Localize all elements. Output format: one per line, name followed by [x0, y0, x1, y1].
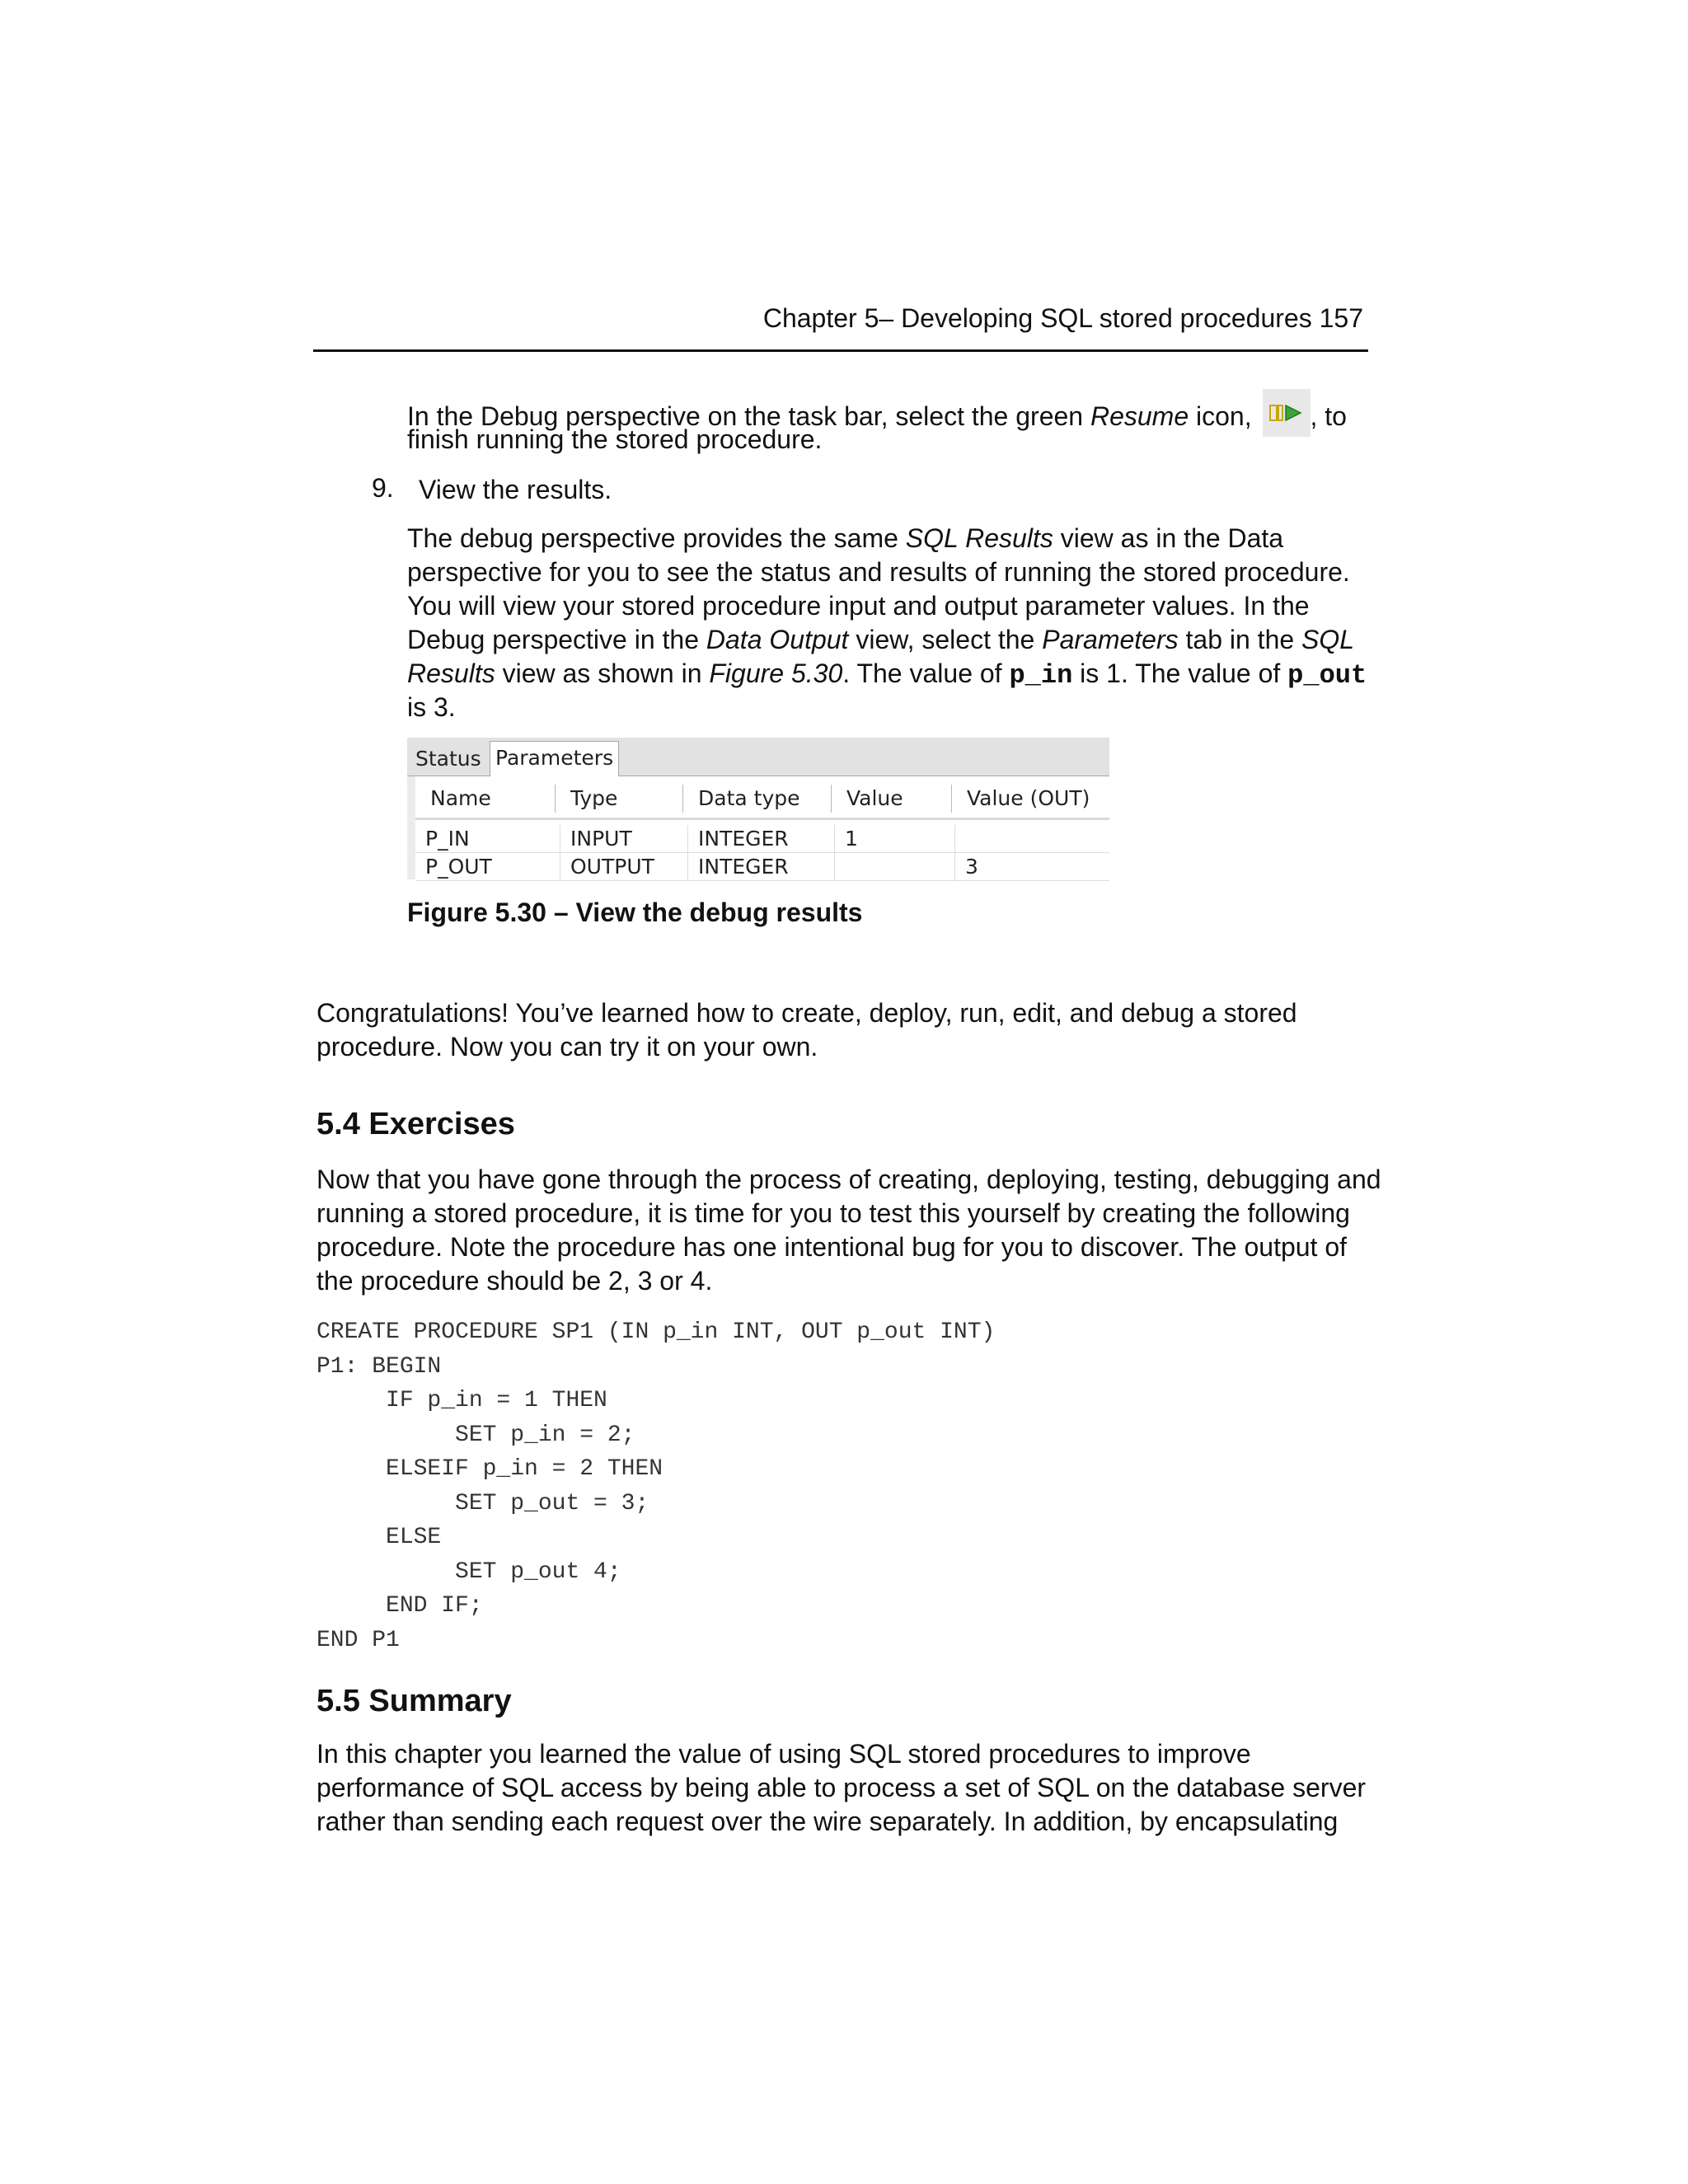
cell-value: [835, 853, 955, 880]
results-paragraph-line6: is 3.: [407, 692, 456, 722]
code-term-p-in: p_in: [1009, 660, 1073, 691]
text-span: Debug perspective in the: [407, 625, 706, 654]
results-paragraph-line5: [407, 657, 1367, 692]
column-header-data-type[interactable]: Data type: [683, 785, 832, 813]
cell-name: P_IN: [415, 825, 560, 852]
column-header-name[interactable]: Name: [415, 785, 556, 813]
italic-term: SQL Results: [905, 523, 1053, 553]
text-span: view, select the: [848, 625, 1043, 654]
code-line: ELSE: [316, 1525, 442, 1550]
exercises-paragraph-line: Now that you have gone through the process of creating, deploying, testing, debugging and: [316, 1165, 1381, 1194]
text-span: tab in the: [1178, 625, 1302, 654]
results-paragraph-line2: perspective for you to see the status and results of running the stored procedure.: [407, 557, 1350, 587]
congrats-line1: Congratulations! You’ve learned how to create, deploy, run, edit, and debug a stored: [316, 998, 1297, 1028]
code-line: ELSEIF p_in = 2 THEN: [316, 1456, 663, 1482]
step-number: 9.: [372, 473, 394, 503]
congrats-line2: procedure. Now you can try it on your own.: [316, 1032, 818, 1062]
text-span: is 1. The value of: [1072, 658, 1288, 688]
italic-term: Data Output: [706, 625, 849, 654]
figure-caption: Figure 5.30 – View the debug results: [407, 898, 863, 927]
resume-icon: [1263, 389, 1311, 437]
cell-data-type: INTEGER: [688, 825, 835, 852]
resume-paragraph-text-post: , to: [1310, 401, 1347, 431]
results-paragraph-line1: [407, 522, 1283, 555]
section-heading-exercises: 5.4 Exercises: [316, 1107, 515, 1141]
cell-type: OUTPUT: [560, 853, 688, 880]
italic-term: SQL: [1301, 625, 1355, 654]
text-span: The debug perspective provides the same: [407, 523, 906, 553]
code-line: SET p_in = 2;: [316, 1422, 635, 1448]
cell-value-out: 3: [965, 855, 978, 879]
code-line: CREATE PROCEDURE SP1 (IN p_in INT, OUT p_out INT): [316, 1319, 996, 1345]
column-header-value[interactable]: Value: [832, 785, 952, 813]
code-line: IF p_in = 1 THEN: [316, 1388, 607, 1413]
column-header-type[interactable]: Type: [556, 785, 683, 813]
cell-name: P_OUT: [415, 853, 560, 880]
sql-results-view-figure: [407, 738, 1109, 879]
code-line: P1: BEGIN: [316, 1353, 442, 1380]
cell-value: 1: [835, 825, 955, 852]
step-text: View the results.: [419, 475, 612, 504]
text-span: view as in the Data: [1053, 523, 1284, 553]
tab-parameters[interactable]: Parameters: [490, 741, 619, 777]
exercises-paragraph-line: procedure. Note the procedure has one intentional bug for you to discover. The output of: [316, 1232, 1348, 1262]
tab-status[interactable]: Status: [415, 747, 481, 771]
resume-paragraph-text-mid: icon,: [1189, 401, 1259, 431]
code-listing: [316, 1315, 995, 1657]
summary-paragraph-line: In this chapter you learned the value of using SQL stored procedures to improve: [316, 1739, 1251, 1769]
code-line: SET p_out = 3;: [316, 1490, 649, 1516]
running-header: [313, 303, 1368, 352]
summary-paragraph-line: rather than sending each request over the wire separately. In addition, by encapsulating: [316, 1807, 1339, 1836]
cell-data-type: INTEGER: [688, 853, 835, 880]
parameters-table: [415, 776, 1109, 879]
exercises-paragraph-line: the procedure should be 2, 3 or 4.: [316, 1266, 713, 1296]
results-paragraph-line4: [407, 623, 1354, 657]
exercises-paragraph-line: running a stored procedure, it is time for you to test this yourself by creating the following: [316, 1198, 1350, 1228]
code-term-p-out: p_out: [1287, 660, 1367, 691]
text-span: view as shown in: [495, 658, 710, 688]
summary-paragraph-line: performance of SQL access by being able to process a set of SQL on the database server: [316, 1773, 1367, 1802]
results-paragraph-line3: You will view your stored procedure input and output parameter values. In the: [407, 591, 1310, 621]
resume-term: Resume: [1090, 401, 1189, 431]
resume-paragraph-text: In the Debug perspective on the task bar, select the green: [407, 401, 1090, 431]
italic-term: Parameters: [1042, 625, 1179, 654]
code-line: END P1: [316, 1627, 400, 1653]
cell-type: INPUT: [560, 825, 688, 852]
table-row[interactable]: [415, 825, 1109, 853]
table-row[interactable]: [415, 853, 1109, 881]
column-header-value-out[interactable]: Value (OUT): [967, 786, 1090, 810]
resume-paragraph-line2: finish running the stored procedure.: [407, 424, 823, 454]
section-heading-summary: 5.5 Summary: [316, 1684, 512, 1718]
results-tab-bar: [407, 738, 1109, 776]
figure-reference: Figure 5.30: [709, 658, 843, 688]
running-header-text: Chapter 5– Developing SQL stored procedures 157: [762, 303, 1363, 333]
cell-value-out: [955, 825, 1109, 852]
header-divider: [415, 818, 1109, 820]
code-line: END IF;: [316, 1593, 483, 1619]
code-line: SET p_out 4;: [316, 1558, 621, 1585]
italic-term: Results: [407, 658, 495, 688]
text-span: . The value of: [842, 658, 1010, 688]
